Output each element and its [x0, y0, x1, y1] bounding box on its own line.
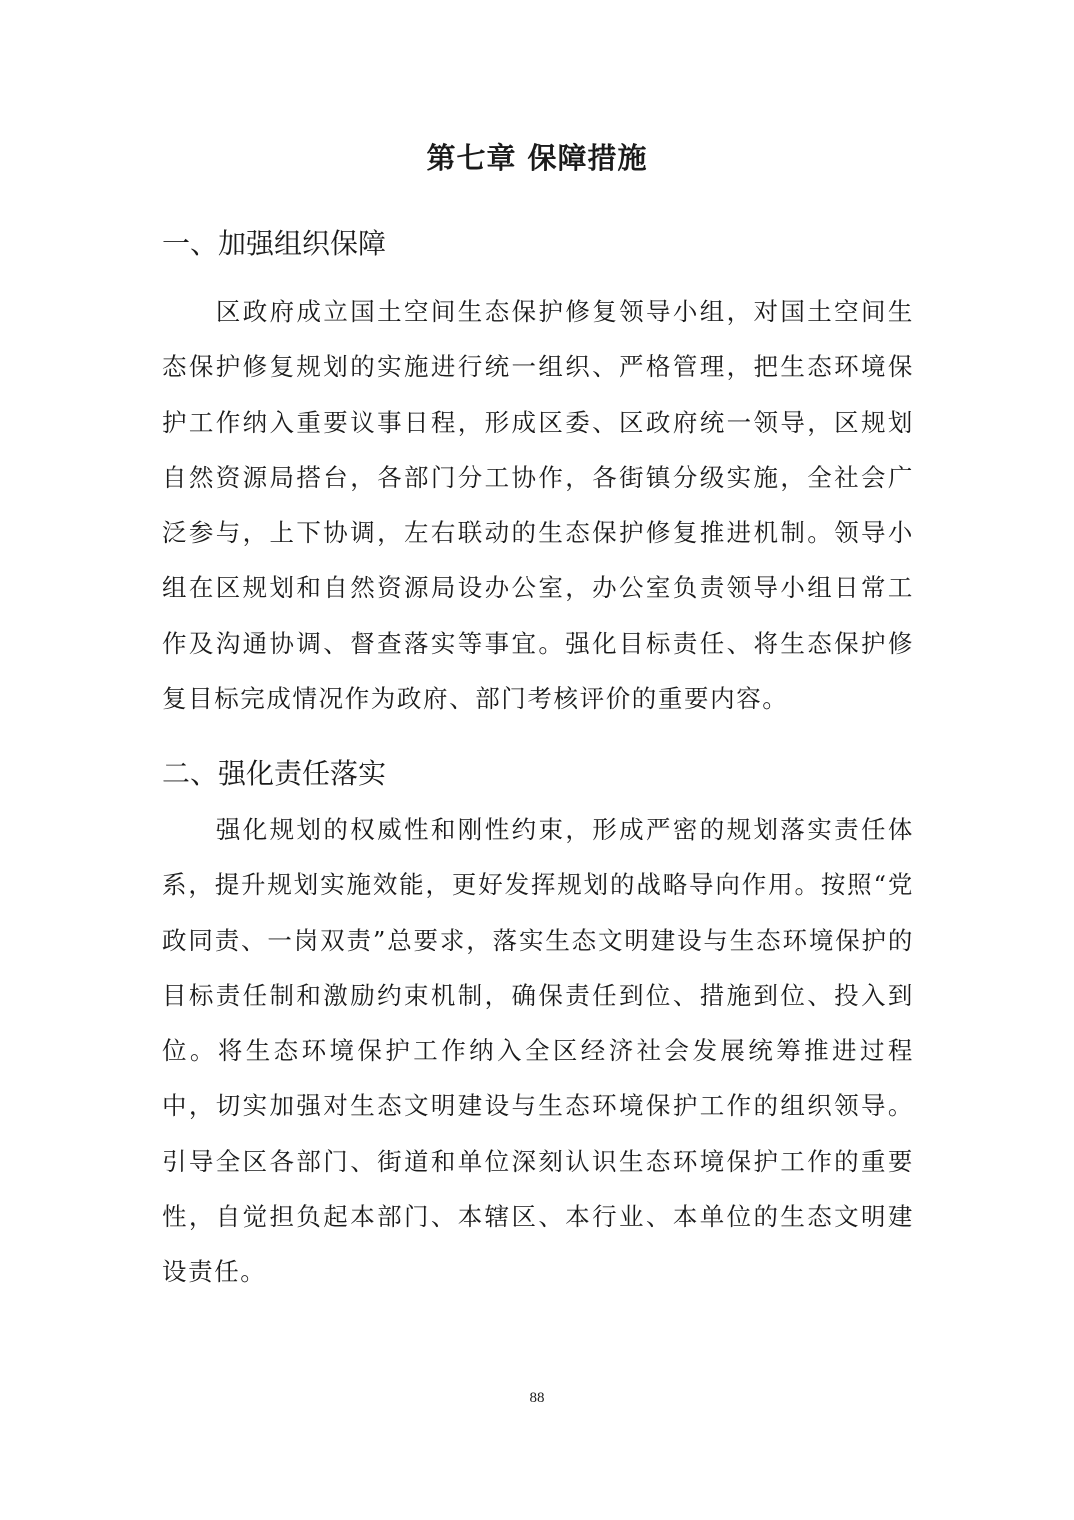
section-heading-organization: 一、加强组织保障	[162, 227, 387, 260]
section-paragraph-responsibility: 强化规划的权威性和刚性约束，形成严密的规划落实责任体系，提升规划实施效能，更好发挥规划的战略导向作用。按照“党政同责、一岗双责”总要求，落实生态文明建设与生态环境保护的目标责任制和激励约束机制，确保责任到位、措施到位、投入到位。将生态环境保护工作纳入全区经济社会发展统筹推进过程中，切实加强对生态文明建设与生态环境保护工作的组织领导。引导全区各部门、街道和单位深刻认识生态环境保护工作的重要性，自觉担负起本部门、本辖区、本行业、本单位的生态文明建设责任。	[162, 815, 914, 1287]
page-number: 88	[529, 1390, 545, 1406]
section-paragraph-organization: 区政府成立国土空间生态保护修复领导小组，对国土空间生态保护修复规划的实施进行统一组织、严格管理，把生态环境保护工作纳入重要议事日程，形成区委、区政府统一领导，区规划自然资源局搭台，各部门分工协作，各街镇分级实施，全社会广泛参与，上下协调，左右联动的生态保护修复推进机制。领导小组在区规划和自然资源局设办公室，办公室负责领导小组日常工作及沟通协调、督查落实等事宜。强化目标责任、将生态保护修复目标完成情况作为政府、部门考核评价的重要内容。	[162, 297, 914, 714]
chapter-title: 第七章 保障措施	[426, 141, 648, 175]
section-heading-responsibility: 二、强化责任落实	[162, 757, 387, 790]
